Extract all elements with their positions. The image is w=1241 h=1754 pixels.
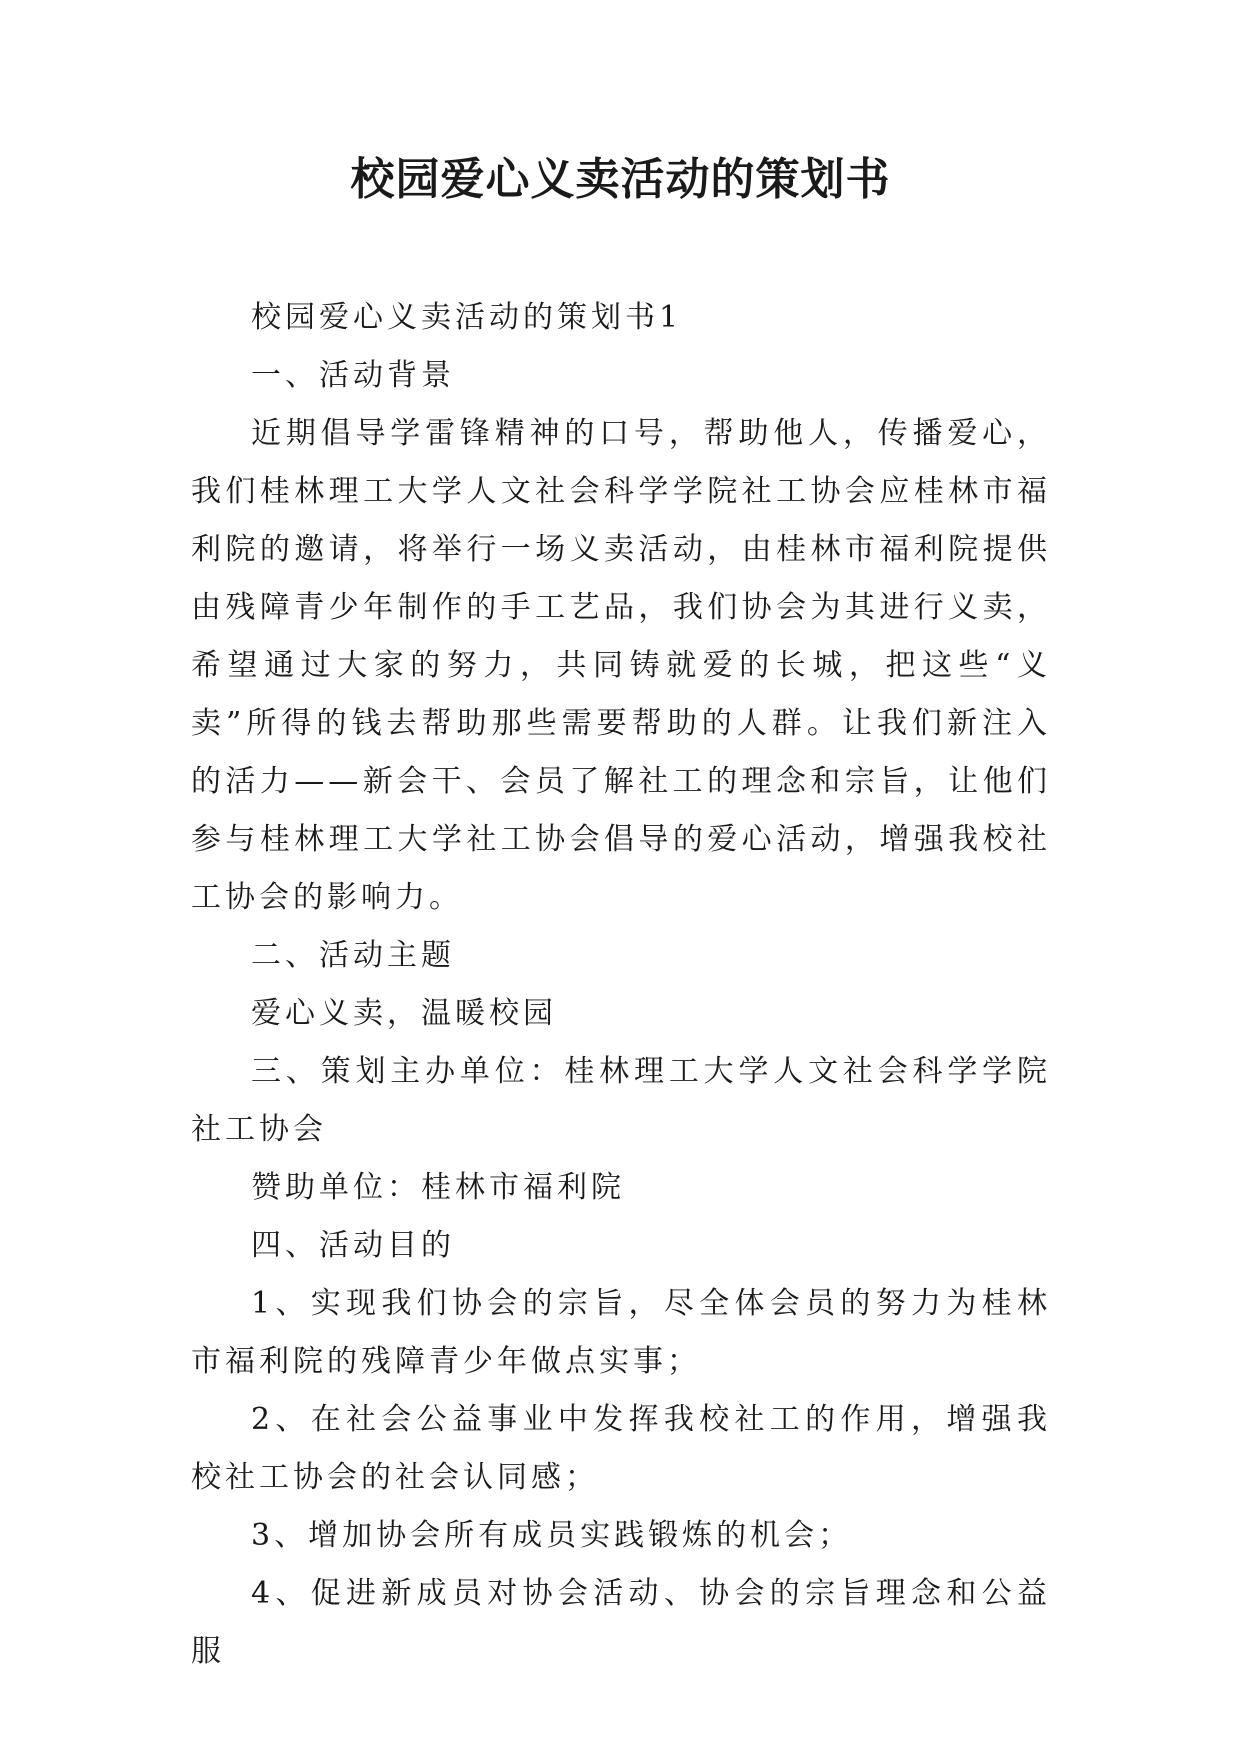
paragraph-theme: 爱心义卖，温暖校园 [251,996,557,1031]
paragraph-subtitle: 校园爱心义卖活动的策划书1 [251,300,683,335]
paragraph-sponsor: 赞助单位：桂林市福利院 [251,1170,625,1205]
list-item-purpose-2: 2、在社会公益事业中发挥我校社工的作用，增强我校社工协会的社会认同感； [191,1402,1051,1495]
list-item-purpose-3: 3、增加协会所有成员实践锻炼的机会； [251,1518,853,1553]
document-title: 校园爱心义卖活动的策划书 [350,154,891,205]
paragraph-organizer: 三、策划主办单位：桂林理工大学人文社会科学学院社工协会 [191,1054,1051,1147]
list-item-purpose-1: 1、实现我们协会的宗旨，尽全体会员的努力为桂林市福利院的残障青少年做点实事； [191,1286,1051,1379]
heading-background: 一、活动背景 [251,358,455,393]
paragraph-background: 近期倡导学雷锋精神的口号，帮助他人，传播爱心，我们桂林理工大学人文社会科学学院社工协会应桂林市福利院的邀请，将举行一场义卖活动，由桂林市福利院提供由残障青少年制作的手工艺品，我们协会为其进行义卖，希望通过大家的努力，共同铸就爱的长城，把这些“义卖”所得的钱去帮助那些需要帮助的人群。让我们新注入的活力——新会干、会员了解社工的理念和宗旨，让他们参与桂林理工大学社工协会倡导的爱心活动，增强我校社工协会的影响力。 [191,416,1051,915]
document-body [191,289,1051,1681]
heading-theme: 二、活动主题 [251,938,455,973]
heading-purpose: 四、活动目的 [251,1228,455,1263]
list-item-purpose-4: 4、促进新成员对协会活动、协会的宗旨理念和公益服 [191,1576,1051,1669]
